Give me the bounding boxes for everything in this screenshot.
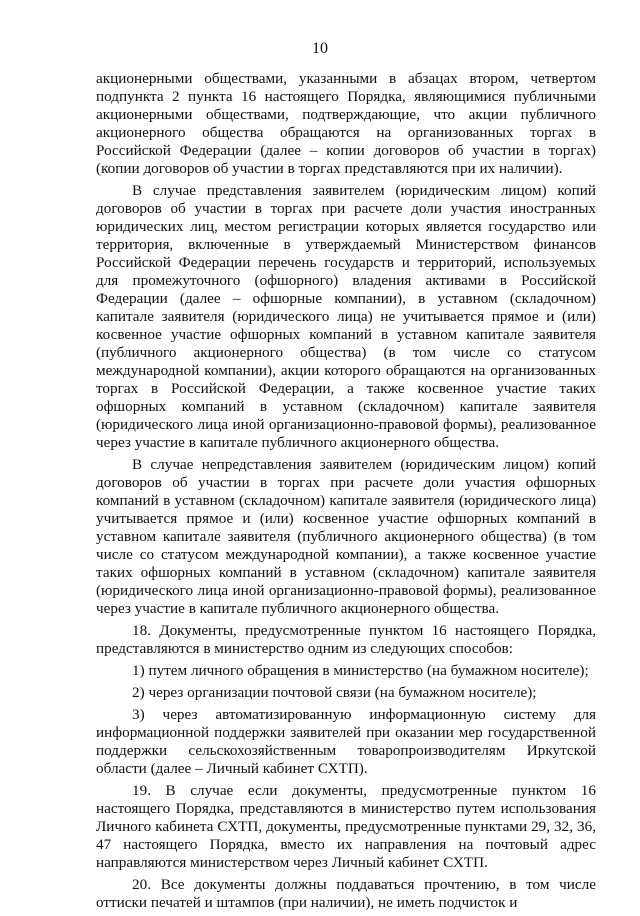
list-item-2: 2) через организации почтовой связи (на бумажном носителе); [132,684,537,701]
page-number: 10 [312,40,328,57]
paragraph-item-20: 20. Все документы должны поддаваться прочтению, в том числе оттиски печатей и штампов (при наличии), не иметь подчисток и [96,876,596,911]
paragraph-offshore-with-contracts: В случае представления заявителем (юридическим лицом) копий договоров об участии в торгах при расчете доли участия иностранных юридических лиц, местом регистрации которых является государство или территория, включенные в утверждаемый Министерством финансов Российской Федерации перечень государств и территорий, используемых для промежуточного (офшорного) владения активами в Российской Федерации (далее – офшорные компании), в уставном (складочном) капитале заявителя (юридического лица) не учитывается прямое и (или) косвенное участие офшорных компаний в уставном капитале заявителя (публичного акционерного общества) (в том числе со статусом международной компании), акции которого обращаются на организованных торгах в Российской Федерации, а также косвенное участие таких офшорных компаний в уставном (складочном) капитале заявителя (юридического лица иной организационно-правовой формы), реализованное через участие в капитале публичного акционерного общества. [96,182,596,451]
paragraph-continuation: акционерными обществами, указанными в абзацах втором, четвертом подпункта 2 пункта 16 настоящего Порядка, являющимися публичными акционерными обществами, подтверждающие, что акции публичного акционерного общества обращаются на организованных торгах в Российской Федерации (далее – копии договоров об участии в торгах) (копии договоров об участии в торгах представляются при их наличии). [96,70,596,177]
document-body [96,70,596,916]
paragraph-item-19: 19. В случае если документы, предусмотренные пунктом 16 настоящего Порядка, представляются в министерство путем использования Личного кабинета СХТП, документы, предусмотренные пунктами 29, 32, 36, 47 настоящего Порядка, вместо их направления на почтовый адрес направляются министерством через Личный кабинет СХТП. [96,782,596,871]
paragraph-item-18: 18. Документы, предусмотренные пунктом 16 настоящего Порядка, представляются в министерство одним из следующих способов: [96,622,596,657]
list-item-1: 1) путем личного обращения в министерство (на бумажном носителе); [132,662,589,679]
list-item-3: 3) через автоматизированную информационную систему для информационной поддержки заявителей при оказании мер государственной поддержки сельскохозяйственным товаропроизводителям Иркутской области (далее – Личный кабинет СХТП). [96,706,596,777]
paragraph-offshore-without-contracts: В случае непредставления заявителем (юридическим лицом) копий договоров об участии в торгах при расчете доли участия офшорных компаний в уставном (складочном) капитале заявителя (юридического лица) учитывается прямое и (или) косвенное участие офшорных компаний в уставном капитале заявителя (публичного акционерного общества) (в том числе со статусом международной компании), а также косвенное участие таких офшорных компаний в уставном (складочном) капитале заявителя (юридического лица иной организационно-правовой формы), реализованное через участие в капитале публичного акционерного общества. [96,456,596,617]
